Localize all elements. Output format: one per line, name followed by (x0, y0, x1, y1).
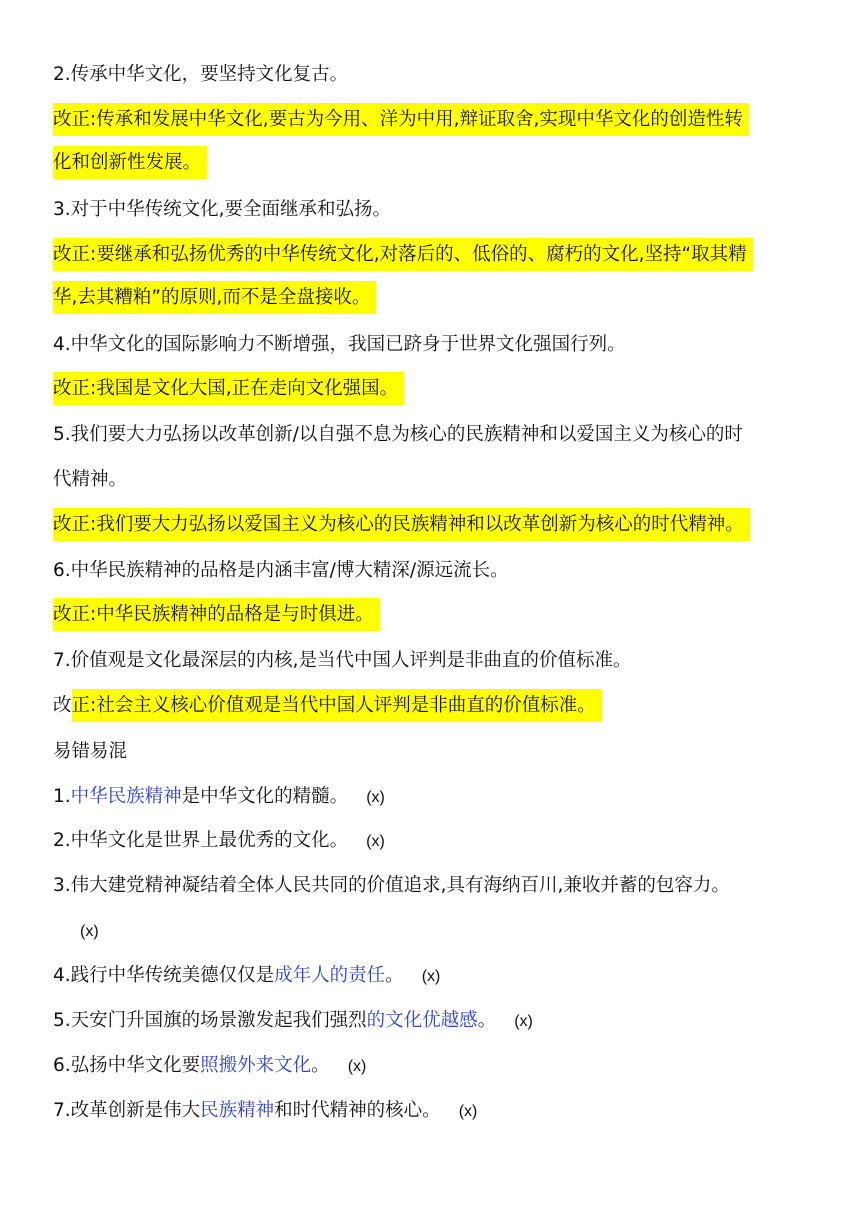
correction-text: 正:社会主义核心价值观是当代中国人评判是非曲直的价值标准。 (72, 689, 602, 722)
wrong-mark: (x) (366, 833, 385, 850)
error-item-6 (53, 1051, 820, 1081)
correction-text: 改正:传承和发展中华文化,要古为今用、洋为中用,辩证取舍,实现中华文化的创造性转 (53, 103, 749, 136)
statement-6 (53, 556, 820, 586)
error-item-5 (53, 1006, 820, 1036)
statement-5-line-1 (53, 420, 820, 450)
error-text: 4.践行中华传统美德仅仅是 (53, 965, 275, 986)
error-keyword: 照搬外来文化 (200, 1055, 312, 1076)
correction-2-line-1 (53, 105, 820, 135)
error-item-2 (53, 826, 820, 856)
correction-2-line-2 (53, 148, 820, 178)
wrong-mark: (x) (347, 1058, 367, 1075)
wrong-mark: (x) (366, 789, 385, 806)
statement-4 (53, 330, 820, 360)
error-text: 3.伟大建党精神凝结着全体人民共同的价值追求,具有海纳百川,兼收并蓄的包容力。 (53, 875, 730, 896)
correction-3-line-2 (53, 283, 820, 313)
correction-4 (53, 374, 820, 404)
error-text: 2.中华文化是世界上最优秀的文化。 (53, 830, 349, 851)
error-item-1 (53, 782, 820, 812)
statement-text: 2.传承中华文化，要坚持文化复古。 (53, 64, 349, 85)
statement-text: 3.对于中华传统文化,要全面继承和弘扬。 (53, 199, 392, 220)
statement-7 (53, 646, 820, 676)
statement-text: 5.我们要大力弘扬以改革创新/以自强不息为核心的民族精神和以爱国主义为核心的时 (53, 424, 743, 445)
statement-text: 4.中华文化的国际影响力不断增强，我国已跻身于世界文化强国行列。 (53, 334, 626, 355)
correction-text: 改正:中华民族精神的品格是与时俱进。 (53, 598, 380, 631)
statement-text: 6.中华民族精神的品格是内涵丰富/博大精深/源远流长。 (53, 560, 509, 581)
error-text: 。 (385, 965, 404, 986)
error-item-4 (53, 961, 820, 991)
error-keyword: 中华民族精神 (70, 786, 182, 807)
correction-prefix: 改 (53, 695, 72, 716)
correction-7 (53, 691, 820, 721)
statement-text: 代精神。 (53, 469, 128, 490)
correction-text: 改正:要继承和弘扬优秀的中华传统文化,对落后的、低俗的、腐朽的文化,坚持“取其精 (53, 238, 753, 271)
error-text: 1. (53, 786, 71, 807)
correction-text: 化和创新性发展。 (53, 146, 207, 179)
wrong-mark: (x) (458, 1103, 478, 1120)
error-item-3 (53, 871, 820, 901)
statement-2 (53, 60, 820, 90)
error-item-3-mark-line (80, 916, 820, 946)
error-text: 7.改革创新是伟大 (53, 1100, 201, 1121)
error-text: 5.天安门升国旗的场景激发起我们强烈 (53, 1010, 367, 1031)
correction-6 (53, 600, 820, 630)
section-title (53, 737, 820, 767)
correction-text: 华,去其糟粕”的原则,而不是全盘接收。 (53, 281, 376, 314)
error-text: 和时代精神的核心。 (274, 1100, 441, 1121)
section-title-text: 易错易混 (53, 741, 128, 762)
error-keyword: 成年人的责任 (274, 965, 386, 986)
error-keyword: 的文化优越感 (366, 1010, 478, 1031)
error-text: 。 (311, 1055, 330, 1076)
correction-text: 改正:我们要大力弘扬以爱国主义为核心的民族精神和以改革创新为核心的时代精神。 (53, 508, 750, 541)
wrong-mark: (x) (421, 968, 441, 985)
error-item-7 (53, 1096, 820, 1126)
correction-3-line-1 (53, 240, 820, 270)
error-text: 是中华文化的精髓。 (181, 786, 349, 807)
error-text: 6.弘扬中华文化要 (53, 1055, 201, 1076)
statement-text: 7.价值观是文化最深层的内核,是当代中国人评判是非曲直的价值标准。 (53, 650, 632, 671)
statement-5-line-2 (53, 465, 820, 495)
wrong-mark: (x) (80, 923, 99, 940)
error-keyword: 民族精神 (200, 1100, 275, 1121)
wrong-mark: (x) (514, 1013, 533, 1030)
statement-3 (53, 195, 820, 225)
correction-5 (53, 510, 820, 540)
correction-text: 改正:我国是文化大国,正在走向文化强国。 (53, 372, 404, 405)
error-text: 。 (477, 1010, 497, 1031)
